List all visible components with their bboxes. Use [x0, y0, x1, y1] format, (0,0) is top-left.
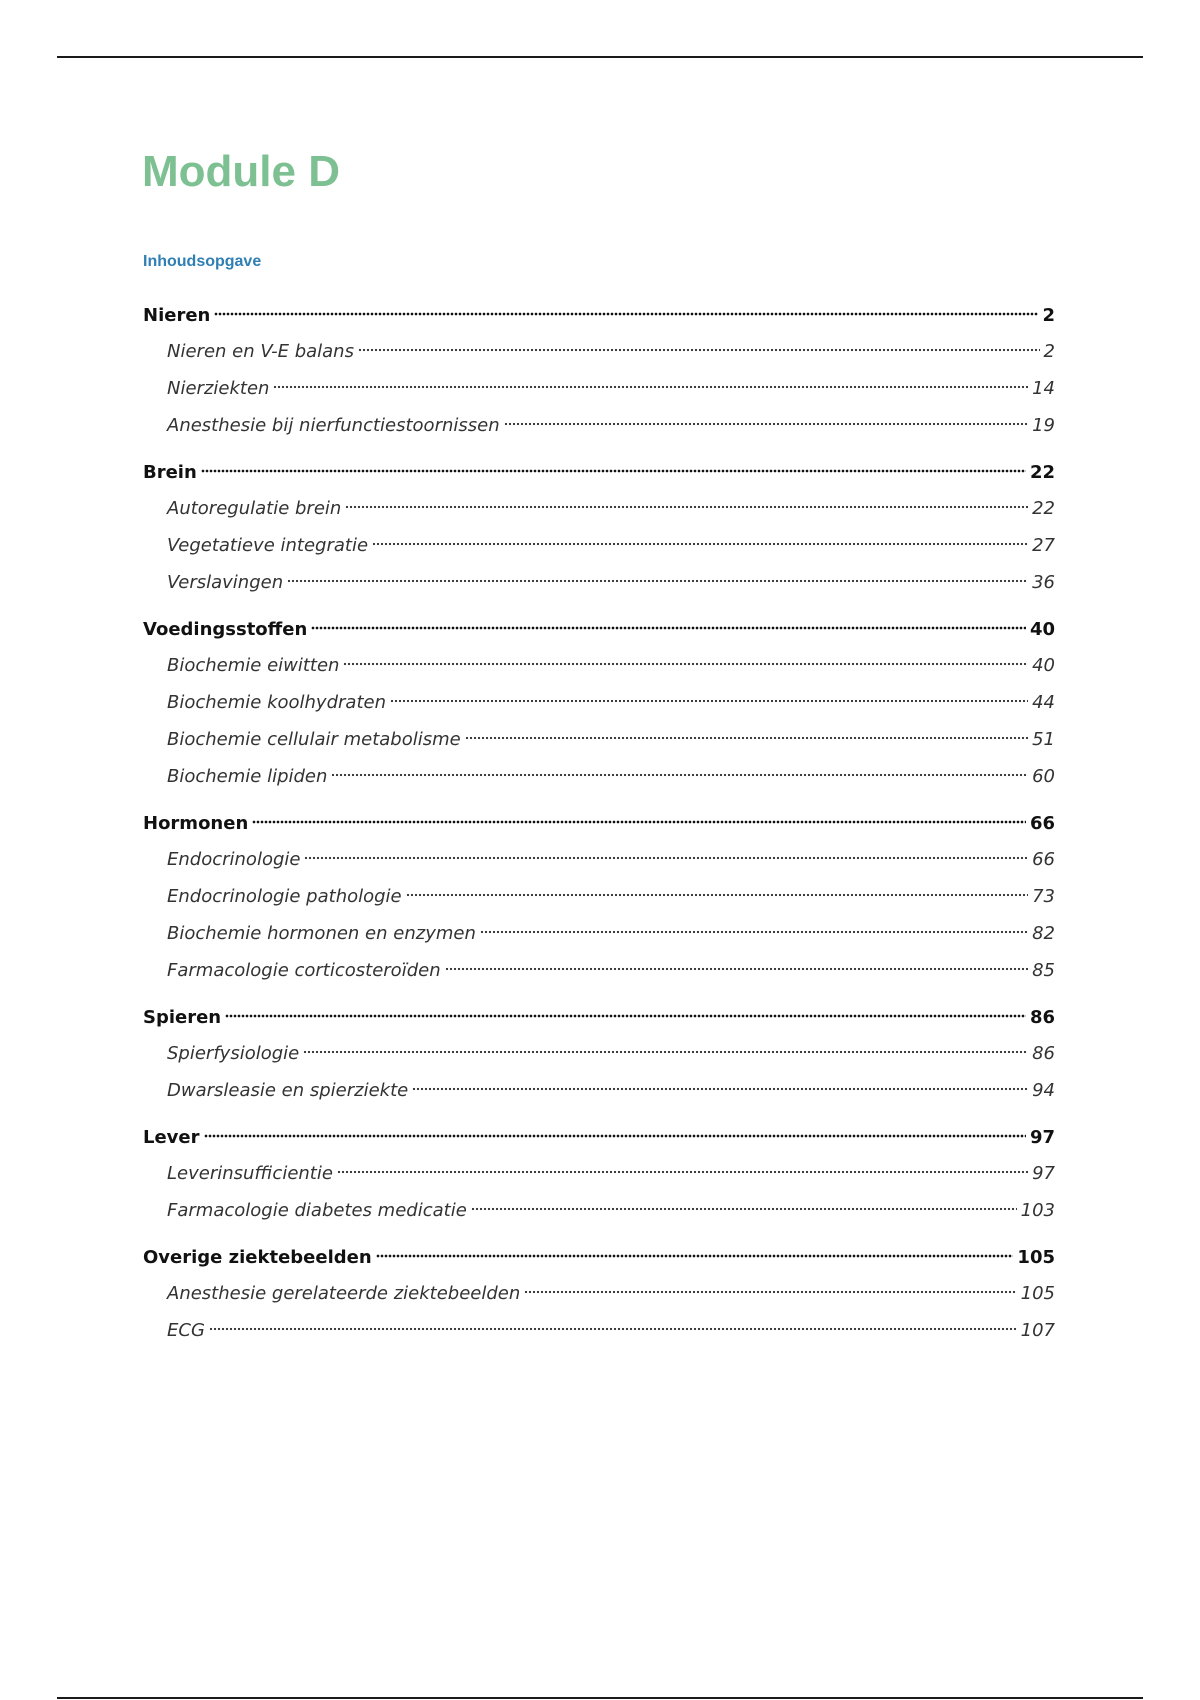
- dot-leader: [412, 1086, 1028, 1092]
- toc-entry-sub[interactable]: [143, 847, 1055, 884]
- toc-entry-page-number: 60: [1032, 766, 1055, 787]
- dot-leader: [311, 625, 1026, 631]
- toc-entry-label: Farmacologie diabetes medicatie: [167, 1200, 467, 1221]
- toc-entry-main[interactable]: [143, 617, 1055, 653]
- dot-leader: [252, 819, 1026, 825]
- toc-entry-sub[interactable]: [143, 339, 1055, 376]
- toc-section: [143, 303, 1055, 450]
- toc-entry-sub[interactable]: [143, 690, 1055, 727]
- toc-section: [143, 1005, 1055, 1115]
- dot-leader: [304, 855, 1028, 861]
- toc-entry-main[interactable]: [143, 811, 1055, 847]
- toc-entry-page-number: 97: [1029, 1127, 1055, 1148]
- toc-section: [143, 811, 1055, 995]
- footer-rule: [57, 1697, 1143, 1699]
- toc-entry-page-number: 2: [1043, 341, 1055, 362]
- dot-leader: [303, 1049, 1028, 1055]
- dot-leader: [331, 772, 1028, 778]
- toc-entry-main[interactable]: [143, 303, 1055, 339]
- dot-leader: [214, 311, 1038, 317]
- toc-entry-label: Nieren en V-E balans: [167, 341, 354, 362]
- toc-entry-page-number: 105: [1017, 1247, 1055, 1268]
- dot-leader: [524, 1289, 1016, 1295]
- toc-entry-sub[interactable]: [143, 533, 1055, 570]
- toc-entry-sub[interactable]: [143, 958, 1055, 995]
- toc-entry-label: Hormonen: [143, 813, 249, 834]
- toc-entry-page-number: 66: [1029, 813, 1055, 834]
- table-of-contents: [143, 303, 1055, 1365]
- toc-entry-page-number: 36: [1032, 572, 1055, 593]
- toc-entry-sub[interactable]: [143, 727, 1055, 764]
- toc-entry-label: Spierfysiologie: [167, 1043, 300, 1064]
- toc-entry-sub[interactable]: [143, 921, 1055, 958]
- toc-entry-label: Farmacologie corticosteroïden: [167, 960, 441, 981]
- toc-entry-sub[interactable]: [143, 413, 1055, 450]
- toc-section: [143, 460, 1055, 607]
- toc-heading: Inhoudsopgave: [143, 253, 262, 270]
- toc-entry-sub[interactable]: [143, 1198, 1055, 1235]
- toc-entry-sub[interactable]: [143, 496, 1055, 533]
- dot-leader: [201, 468, 1026, 474]
- toc-entry-main[interactable]: [143, 1245, 1055, 1281]
- toc-entry-page-number: 19: [1032, 415, 1055, 436]
- toc-entry-label: Endocrinologie pathologie: [167, 886, 402, 907]
- toc-entry-page-number: 73: [1032, 886, 1055, 907]
- toc-entry-sub[interactable]: [143, 1161, 1055, 1198]
- toc-entry-main[interactable]: [143, 1005, 1055, 1041]
- toc-entry-page-number: 86: [1029, 1007, 1055, 1028]
- dot-leader: [343, 661, 1028, 667]
- toc-entry-sub[interactable]: [143, 1318, 1055, 1355]
- toc-entry-page-number: 27: [1032, 535, 1055, 556]
- toc-entry-page-number: 107: [1020, 1320, 1055, 1341]
- toc-entry-label: Verslavingen: [167, 572, 284, 593]
- toc-entry-page-number: 44: [1032, 692, 1055, 713]
- toc-entry-label: Biochemie cellulair metabolisme: [167, 729, 461, 750]
- toc-entry-page-number: 103: [1020, 1200, 1055, 1221]
- toc-entry-page-number: 2: [1042, 305, 1055, 326]
- dot-leader: [345, 504, 1028, 510]
- toc-entry-label: Biochemie koolhydraten: [167, 692, 386, 713]
- toc-entry-label: Biochemie eiwitten: [167, 655, 340, 676]
- toc-entry-sub[interactable]: [143, 1078, 1055, 1115]
- toc-entry-page-number: 86: [1032, 1043, 1055, 1064]
- toc-entry-page-number: 51: [1032, 729, 1055, 750]
- toc-entry-main[interactable]: [143, 460, 1055, 496]
- toc-entry-label: ECG: [167, 1320, 205, 1341]
- dot-leader: [273, 384, 1028, 390]
- toc-entry-label: Overige ziektebeelden: [143, 1247, 372, 1268]
- toc-entry-sub[interactable]: [143, 1281, 1055, 1318]
- dot-leader: [337, 1169, 1028, 1175]
- toc-entry-label: Lever: [143, 1127, 200, 1148]
- dot-leader: [287, 578, 1028, 584]
- dot-leader: [406, 892, 1028, 898]
- toc-entry-page-number: 82: [1032, 923, 1055, 944]
- dot-leader: [225, 1013, 1026, 1019]
- toc-entry-page-number: 40: [1029, 619, 1055, 640]
- toc-entry-label: Endocrinologie: [167, 849, 301, 870]
- toc-entry-label: Dwarsleasie en spierziekte: [167, 1080, 409, 1101]
- toc-entry-page-number: 66: [1032, 849, 1055, 870]
- toc-entry-page-number: 22: [1032, 498, 1055, 519]
- toc-entry-label: Biochemie lipiden: [167, 766, 328, 787]
- page-title: Module D: [142, 147, 340, 196]
- toc-entry-label: Biochemie hormonen en enzymen: [167, 923, 476, 944]
- dot-leader: [471, 1206, 1017, 1212]
- toc-section: [143, 1125, 1055, 1235]
- toc-entry-sub[interactable]: [143, 1041, 1055, 1078]
- toc-entry-label: Nieren: [143, 305, 211, 326]
- toc-section: [143, 617, 1055, 801]
- toc-entry-page-number: 40: [1032, 655, 1055, 676]
- header-rule: [57, 56, 1143, 58]
- toc-entry-label: Anesthesie gerelateerde ziektebeelden: [167, 1283, 521, 1304]
- dot-leader: [376, 1253, 1014, 1259]
- dot-leader: [465, 735, 1028, 741]
- toc-entry-sub[interactable]: [143, 653, 1055, 690]
- toc-entry-sub[interactable]: [143, 570, 1055, 607]
- toc-entry-label: Brein: [143, 462, 197, 483]
- toc-entry-label: Vegetatieve integratie: [167, 535, 369, 556]
- toc-entry-main[interactable]: [143, 1125, 1055, 1161]
- toc-entry-page-number: 14: [1032, 378, 1055, 399]
- dot-leader: [504, 421, 1028, 427]
- toc-entry-page-number: 97: [1032, 1163, 1055, 1184]
- toc-entry-label: Anesthesie bij nierfunctiestoornissen: [167, 415, 500, 436]
- toc-entry-page-number: 105: [1020, 1283, 1055, 1304]
- toc-entry-label: Autoregulatie brein: [167, 498, 342, 519]
- toc-entry-label: Spieren: [143, 1007, 222, 1028]
- dot-leader: [209, 1326, 1017, 1332]
- dot-leader: [390, 698, 1028, 704]
- dot-leader: [358, 347, 1040, 353]
- toc-entry-label: Nierziekten: [167, 378, 270, 399]
- toc-entry-page-number: 94: [1032, 1080, 1055, 1101]
- toc-entry-sub[interactable]: [143, 884, 1055, 921]
- toc-entry-sub[interactable]: [143, 764, 1055, 801]
- toc-entry-page-number: 22: [1029, 462, 1055, 483]
- dot-leader: [480, 929, 1028, 935]
- dot-leader: [204, 1133, 1026, 1139]
- toc-entry-label: Leverinsufficientie: [167, 1163, 333, 1184]
- toc-section: [143, 1245, 1055, 1355]
- dot-leader: [372, 541, 1028, 547]
- toc-entry-label: Voedingsstoffen: [143, 619, 308, 640]
- toc-entry-sub[interactable]: [143, 376, 1055, 413]
- toc-entry-page-number: 85: [1032, 960, 1055, 981]
- dot-leader: [445, 966, 1028, 972]
